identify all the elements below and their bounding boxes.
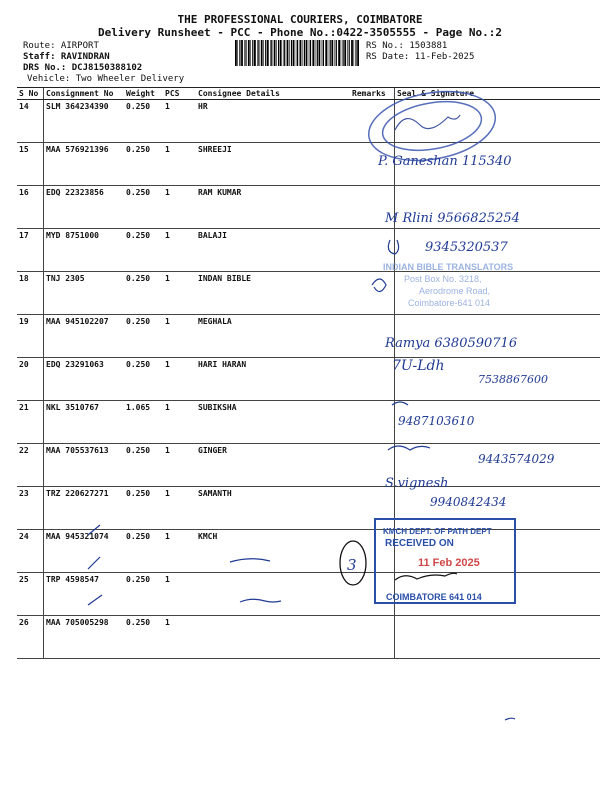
cell-consignee: BALAJI [196, 229, 350, 272]
cell-consignment: MAA 705537613 [44, 444, 125, 487]
cell-sno: 25 [17, 573, 44, 616]
cell-consignee [196, 573, 350, 616]
stamp-kmch-line2: RECEIVED ON [385, 538, 454, 549]
barcode-bar [336, 40, 337, 66]
cell-seal [395, 315, 600, 358]
cell-pcs: 1 [163, 100, 196, 143]
barcode-bar [302, 40, 303, 66]
drs-number: DRS No.: DCJ8150388102 [23, 63, 143, 73]
cell-weight: 0.250 [124, 186, 163, 229]
cell-remarks [350, 444, 395, 487]
cell-remarks [350, 186, 395, 229]
cell-remarks [350, 272, 395, 315]
barcode-bar [261, 40, 263, 66]
barcode-bar [267, 40, 269, 66]
barcode-bar [341, 40, 342, 66]
table-row [17, 143, 600, 186]
hand-row22: 9443574029 [478, 452, 555, 466]
barcode-bar [287, 40, 289, 66]
barcode-bar [297, 40, 298, 66]
barcode-bar [319, 40, 321, 66]
table-row [17, 229, 600, 272]
cell-weight: 0.250 [124, 444, 163, 487]
cell-seal [395, 186, 600, 229]
barcode-bar [271, 40, 272, 66]
cell-consignee: HR [196, 100, 350, 143]
cell-sno: 14 [17, 100, 44, 143]
stamp-bible-line2: Post Box No. 3218, [404, 274, 482, 284]
table-row [17, 530, 600, 573]
table-row [17, 444, 600, 487]
table-row [17, 100, 600, 143]
cell-sno: 20 [17, 358, 44, 401]
cell-consignment: MAA 705005298 [44, 616, 125, 659]
cell-seal [395, 444, 600, 487]
barcode-bar [331, 40, 333, 66]
cell-seal [395, 616, 600, 659]
cell-remarks [350, 401, 395, 444]
barcode-bar [315, 40, 316, 66]
cell-seal [395, 143, 600, 186]
barcode-bar [248, 40, 250, 66]
cell-remarks [350, 315, 395, 358]
barcode-bar [254, 40, 256, 66]
cell-consignee: RAM KUMAR [196, 186, 350, 229]
cell-consignment: EDQ 23291063 [44, 358, 125, 401]
barcode-bar [284, 40, 285, 66]
barcode-bar [322, 40, 323, 66]
hand-row20b: 7538867600 [478, 373, 548, 386]
barcode-bar [351, 40, 353, 66]
table-row [17, 186, 600, 229]
barcode-bar [289, 40, 290, 66]
barcode-bar [252, 40, 253, 66]
cell-consignment: EDQ 22323856 [44, 186, 125, 229]
barcode-bar [241, 40, 243, 66]
hand-row15: P. Ganeshan 115340 [378, 154, 512, 169]
barcode-bar [349, 40, 350, 66]
cell-pcs: 1 [163, 444, 196, 487]
cell-sno: 21 [17, 401, 44, 444]
hand-row17: M Rlini 9566825254 [385, 211, 520, 226]
col-seal: Seal & Signature [395, 88, 600, 100]
rs-date: RS Date: 11-Feb-2025 [366, 52, 475, 62]
stamp-kmch-line1: KMCH DEPT. OF PATH DEPT [383, 527, 492, 536]
cell-sno: 26 [17, 616, 44, 659]
barcode-bar [344, 40, 346, 66]
cell-consignee: SAMANTH [196, 487, 350, 530]
cell-remarks [350, 229, 395, 272]
cell-weight: 0.250 [124, 229, 163, 272]
table-row [17, 616, 600, 659]
stamp-bible-line4: Coimbatore-641 014 [408, 298, 491, 308]
barcode-bar [270, 40, 271, 66]
cell-consignee: SHREEJI [196, 143, 350, 186]
col-consignee: Consignee Details [196, 88, 350, 100]
table-row [17, 401, 600, 444]
barcode-bar [338, 40, 340, 66]
route-label: Route: AIRPORT [23, 41, 99, 51]
cell-consignee [196, 616, 350, 659]
cell-consignee: MEGHALA [196, 315, 350, 358]
barcode-bar [323, 40, 324, 66]
barcode-bar [309, 40, 310, 66]
cell-pcs: 1 [163, 530, 196, 573]
barcode-bar [317, 40, 318, 66]
circled-number-text: 3 [347, 556, 357, 574]
table-row [17, 315, 600, 358]
table-header-row [17, 88, 600, 100]
cell-pcs: 1 [163, 358, 196, 401]
vehicle-label: Vehicle: Two Wheeler Delivery [27, 74, 185, 84]
cell-remarks [350, 358, 395, 401]
cell-remarks [350, 573, 395, 616]
barcode-bar [278, 40, 279, 66]
barcode-bar [258, 40, 259, 66]
rs-number: RS No.: 1503881 [366, 41, 448, 51]
cell-pcs: 1 [163, 401, 196, 444]
cell-weight: 0.250 [124, 487, 163, 530]
cell-pcs: 1 [163, 315, 196, 358]
table-row [17, 358, 600, 401]
cell-consignment: SLM 364234390 [44, 100, 125, 143]
barcode-bar [357, 40, 359, 66]
barcode-bar [310, 40, 311, 66]
cell-seal [395, 272, 600, 315]
cell-sno: 24 [17, 530, 44, 573]
barcode-bar [306, 40, 308, 66]
cell-weight: 0.250 [124, 143, 163, 186]
cell-sno: 22 [17, 444, 44, 487]
barcode-bar [265, 40, 266, 66]
cell-seal [395, 573, 600, 616]
barcode-bar [245, 40, 246, 66]
hand-row23a: S.vignesh [385, 476, 449, 491]
company-title: THE PROFESSIONAL COURIERS, COIMBATORE [177, 13, 423, 26]
cell-consignment: TRZ 220627271 [44, 487, 125, 530]
barcode-bar [355, 40, 356, 66]
cell-pcs: 1 [163, 487, 196, 530]
barcode-bar [343, 40, 344, 66]
barcode-bar [244, 40, 245, 66]
cell-consignment: TRP 4598547 [44, 573, 125, 616]
barcode-bar [293, 40, 295, 66]
barcode-bar [235, 40, 237, 66]
stamp-kmch-date: 11 Feb 2025 [418, 557, 480, 569]
barcode-bar [354, 40, 355, 66]
cell-weight: 0.250 [124, 272, 163, 315]
cell-pcs: 1 [163, 143, 196, 186]
hand-row21: 9487103610 [398, 414, 475, 428]
cell-seal [395, 487, 600, 530]
barcode-bar [335, 40, 336, 66]
stamp-bible-line1: INDIAN BIBLE TRANSLATORS [383, 262, 514, 272]
barcode-bar [237, 40, 238, 66]
cell-remarks [350, 616, 395, 659]
barcode-bar [300, 40, 302, 66]
hand-row23b: 9940842434 [430, 495, 507, 509]
table-row [17, 573, 600, 616]
col-remarks: Remarks [350, 88, 395, 100]
cell-sno: 23 [17, 487, 44, 530]
barcode-bar [304, 40, 305, 66]
table-row [17, 487, 600, 530]
cell-seal [395, 401, 600, 444]
cell-weight: 0.250 [124, 358, 163, 401]
hand-row19: Ramya 6380590716 [385, 336, 518, 351]
runsheet-subtitle: Delivery Runsheet - PCC - Phone No.:0422-3505555 - Page No.:2 [98, 26, 502, 39]
barcode-bar [276, 40, 277, 66]
cell-consignment: TNJ 2305 [44, 272, 125, 315]
cell-remarks [350, 530, 395, 573]
cell-weight: 1.065 [124, 401, 163, 444]
cell-sno: 18 [17, 272, 44, 315]
cell-consignment: MAA 576921396 [44, 143, 125, 186]
cell-seal [395, 229, 600, 272]
barcode-bar [328, 40, 329, 66]
barcode-bar [280, 40, 282, 66]
col-consignment: Consignment No [44, 88, 125, 100]
barcode-bar [347, 40, 348, 66]
cell-sno: 17 [17, 229, 44, 272]
barcode-bar [291, 40, 292, 66]
cell-consignee: INDAN BIBLE [196, 272, 350, 315]
cell-remarks [350, 487, 395, 530]
barcode-bar [274, 40, 276, 66]
cell-seal [395, 358, 600, 401]
cell-sno: 15 [17, 143, 44, 186]
barcode-bar [325, 40, 327, 66]
barcode-bar [257, 40, 258, 66]
barcode-bar [239, 40, 240, 66]
barcode-bar [296, 40, 297, 66]
cell-pcs: 1 [163, 616, 196, 659]
hand-row18: 9345320537 [425, 240, 508, 255]
cell-pcs: 1 [163, 272, 196, 315]
table-row [17, 272, 600, 315]
cell-sno: 19 [17, 315, 44, 358]
col-sno: S No [17, 88, 44, 100]
cell-weight: 0.250 [124, 530, 163, 573]
runsheet-table [17, 87, 600, 659]
cell-consignee: HARI HARAN [196, 358, 350, 401]
barcode-bar [263, 40, 264, 66]
cell-seal [395, 530, 600, 573]
cell-weight: 0.250 [124, 315, 163, 358]
stamp-bible-line3: Aerodrome Road, [419, 286, 491, 296]
cell-pcs: 1 [163, 229, 196, 272]
cell-consignee: GINGER [196, 444, 350, 487]
cell-consignment: MAA 945102207 [44, 315, 125, 358]
cell-consignment: NKL 3510767 [44, 401, 125, 444]
col-weight: Weight [124, 88, 163, 100]
cell-weight: 0.250 [124, 100, 163, 143]
cell-weight: 0.250 [124, 616, 163, 659]
barcode-bar [330, 40, 331, 66]
cell-consignment: MYD 8751000 [44, 229, 125, 272]
cell-weight: 0.250 [124, 573, 163, 616]
barcode-bar [250, 40, 251, 66]
cell-seal [395, 100, 600, 143]
cell-remarks [350, 143, 395, 186]
cell-consignee: KMCH [196, 530, 350, 573]
barcode-image [235, 40, 360, 66]
cell-pcs: 1 [163, 573, 196, 616]
cell-sno: 16 [17, 186, 44, 229]
stamp-kmch-city: COIMBATORE 641 014 [386, 592, 482, 602]
cell-consignment: MAA 945321074 [44, 530, 125, 573]
col-pcs: PCS [163, 88, 196, 100]
staff-label: Staff: RAVINDRAN [23, 52, 110, 62]
barcode-bar [283, 40, 284, 66]
cell-consignee: SUBIKSHA [196, 401, 350, 444]
cell-pcs: 1 [163, 186, 196, 229]
barcode-bar [312, 40, 314, 66]
cell-remarks [350, 100, 395, 143]
hand-row20a: 7U-Ldh [392, 358, 445, 374]
